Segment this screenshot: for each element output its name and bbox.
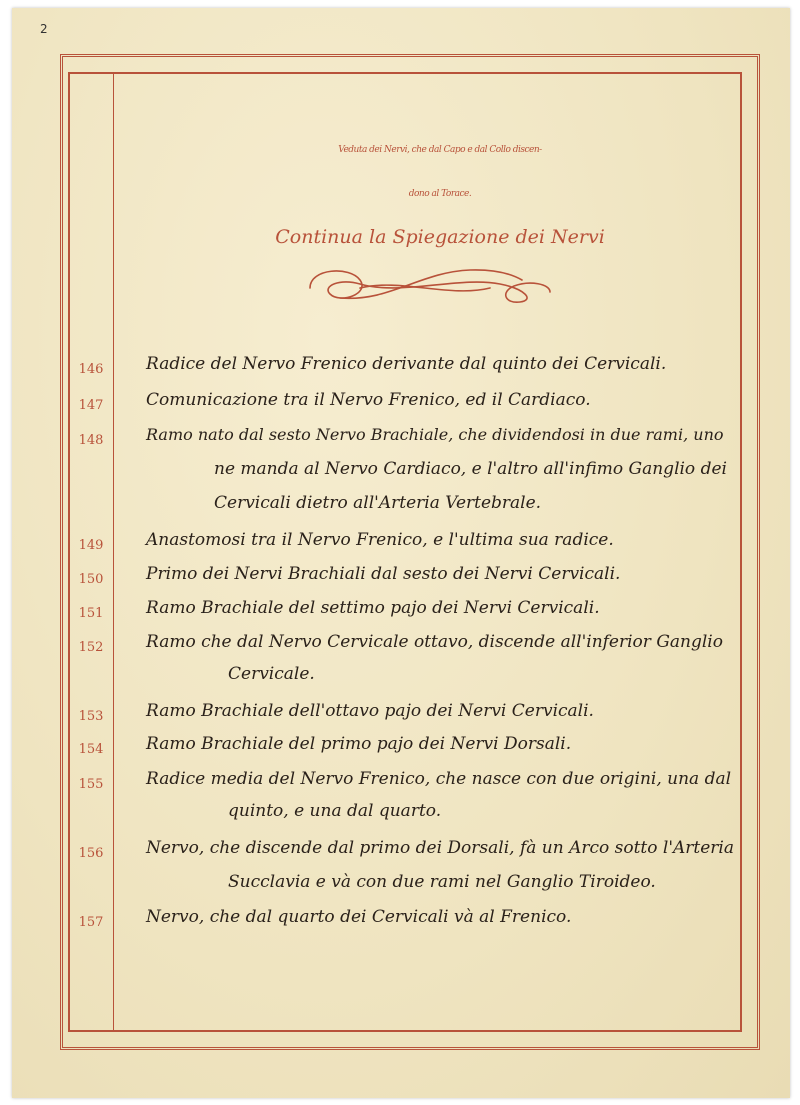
entry-number: 148 xyxy=(78,433,104,448)
entry-text: Comunicazione tra il Nervo Frenico, ed il Cardiaco. xyxy=(146,390,591,410)
entry-number: 149 xyxy=(78,538,104,553)
title-line: Veduta dei Nervi, che dal Capo e dal Collo discen- xyxy=(338,145,542,155)
entry-number: 146 xyxy=(78,362,104,377)
entry-number: 156 xyxy=(78,846,104,861)
entry-text: Radice del Nervo Frenico derivante dal quinto dei Cervicali. xyxy=(146,354,667,374)
entry-number: 152 xyxy=(78,640,104,655)
entry-text: Primo dei Nervi Brachiali dal sesto dei Nervi Cervicali. xyxy=(146,564,621,584)
entry-text: quinto, e una dal quarto. xyxy=(228,801,442,821)
title-line: dono al Torace. xyxy=(408,189,472,199)
entry-number: 153 xyxy=(78,709,104,724)
entry-number: 154 xyxy=(78,742,104,757)
entry-text: Cervicale. xyxy=(228,664,315,684)
entry-number: 155 xyxy=(78,777,104,792)
entry-text: Ramo Brachiale del primo pajo dei Nervi Dorsali. xyxy=(146,734,572,754)
entry-text: Anastomosi tra il Nervo Frenico, e l'ultima sua radice. xyxy=(146,530,614,550)
entry-text: Radice media del Nervo Frenico, che nasce con due origini, una dal xyxy=(146,769,732,789)
entry-number: 151 xyxy=(78,606,104,621)
entry-text: Succlavia e và con due rami nel Ganglio Tiroideo. xyxy=(228,872,656,892)
entry-number: 157 xyxy=(78,915,104,930)
entry-text: Nervo, che discende dal primo dei Dorsali, fà un Arco sotto l'Arteria xyxy=(146,838,735,858)
entry-text: Cervicali dietro all'Arteria Vertebrale. xyxy=(214,493,542,513)
entry-text: Ramo che dal Nervo Cervicale ottavo, discende all'inferior Ganglio xyxy=(146,632,723,652)
entry-text: Nervo, che dal quarto dei Cervicali và al Frenico. xyxy=(146,907,572,927)
entry-number: 150 xyxy=(78,572,104,587)
entry-text: Ramo Brachiale del settimo pajo dei Nervi Cervicali. xyxy=(146,598,600,618)
entry-text: Ramo nato dal sesto Nervo Brachiale, che dividendosi in due rami, uno xyxy=(146,425,724,444)
entry-text: ne manda al Nervo Cardiaco, e l'altro all'infimo Ganglio dei xyxy=(214,459,727,479)
entry-text: Ramo Brachiale dell'ottavo pajo dei Nervi Cervicali. xyxy=(146,701,594,721)
page-subtitle: Continua la Spiegazione dei Nervi xyxy=(275,226,605,248)
entry-number: 147 xyxy=(78,398,104,413)
page-number: 2 xyxy=(40,22,48,36)
